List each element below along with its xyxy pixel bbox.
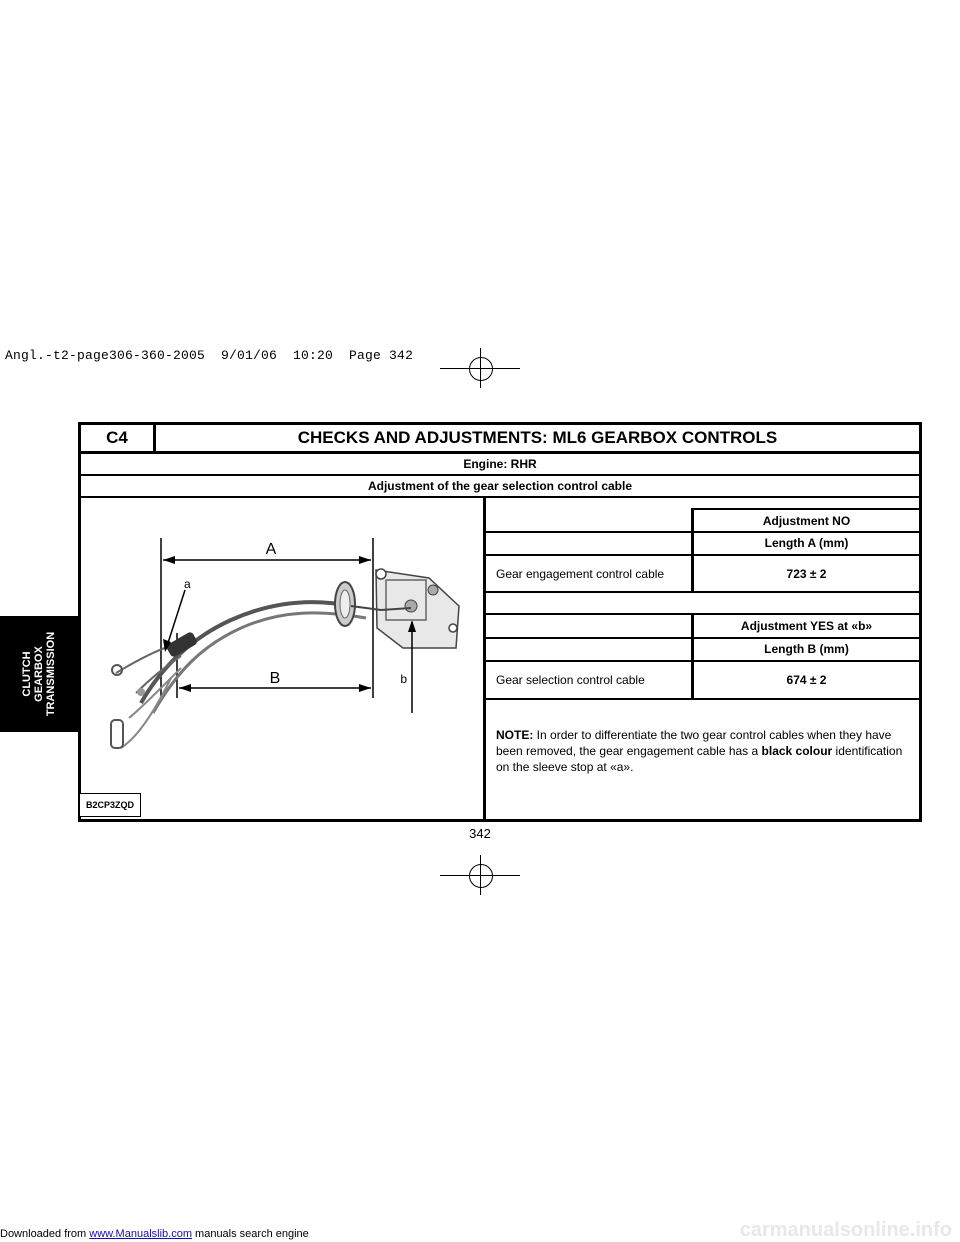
- block2-length-header: Length B (mm): [764, 642, 849, 656]
- subtitle-row: Adjustment of the gear selection control cable: [81, 476, 919, 498]
- gear-cable-diagram: [81, 498, 481, 818]
- block1-row-value: 723 ± 2: [786, 567, 827, 581]
- watermark-text: carmanualsonline.info: [739, 1219, 952, 1241]
- print-header-line: Angl.-t2-page306-360-2005 9/01/06 10:20 Page 342: [5, 348, 414, 363]
- note-text-1: In order to differentiate the two gear control cables when they have been removed, the gear engagement cable has a: [496, 728, 892, 758]
- manualslib-link[interactable]: www.Manualslib.com: [89, 1228, 192, 1240]
- frame-header: [81, 425, 919, 454]
- callout-label-a: a: [184, 577, 191, 591]
- block1-row-label: Gear engagement control cable: [496, 567, 665, 581]
- crop-mark-top: [440, 348, 520, 388]
- note-text-2: identification on the sleeve stop at «a».: [496, 744, 903, 774]
- block1-adjustment-header: Adjustment NO: [762, 514, 851, 528]
- section-side-tab: [0, 616, 78, 732]
- dimension-label-b: B: [269, 670, 281, 687]
- crop-mark-bottom: [440, 855, 520, 895]
- download-footer: [0, 1228, 309, 1240]
- footer-suffix: manuals search engine: [191, 1228, 309, 1240]
- note-paragraph: [496, 727, 906, 775]
- adjustment-table: [486, 498, 919, 819]
- block2-adjustment-header: Adjustment YES at «b»: [740, 619, 873, 633]
- dimension-label-a: A: [265, 541, 277, 558]
- side-tab-line-1: CLUTCH: [21, 651, 33, 697]
- section-code: C4: [81, 425, 156, 451]
- side-tab-line-2: GEARBOX: [33, 646, 45, 702]
- callout-label-b: b: [400, 672, 407, 686]
- figure-panel: [81, 498, 486, 819]
- block2-row-value: 674 ± 2: [786, 673, 827, 687]
- block2-row-label: Gear selection control cable: [496, 673, 645, 687]
- page-title: CHECKS AND ADJUSTMENTS: ML6 GEARBOX CONTROLS: [297, 428, 778, 447]
- side-tab-line-3: TRANSMISSION: [45, 631, 57, 717]
- specification-frame: [78, 422, 922, 822]
- block1-length-header: Length A (mm): [764, 536, 849, 550]
- image-reference-code: B2CP3ZQD: [80, 793, 141, 817]
- note-emphasis: black colour: [761, 744, 833, 758]
- note-label: NOTE:: [496, 728, 534, 742]
- footer-prefix: Downloaded from: [0, 1228, 90, 1240]
- page-number: 342: [469, 826, 491, 841]
- engine-row: Engine: RHR: [81, 454, 919, 476]
